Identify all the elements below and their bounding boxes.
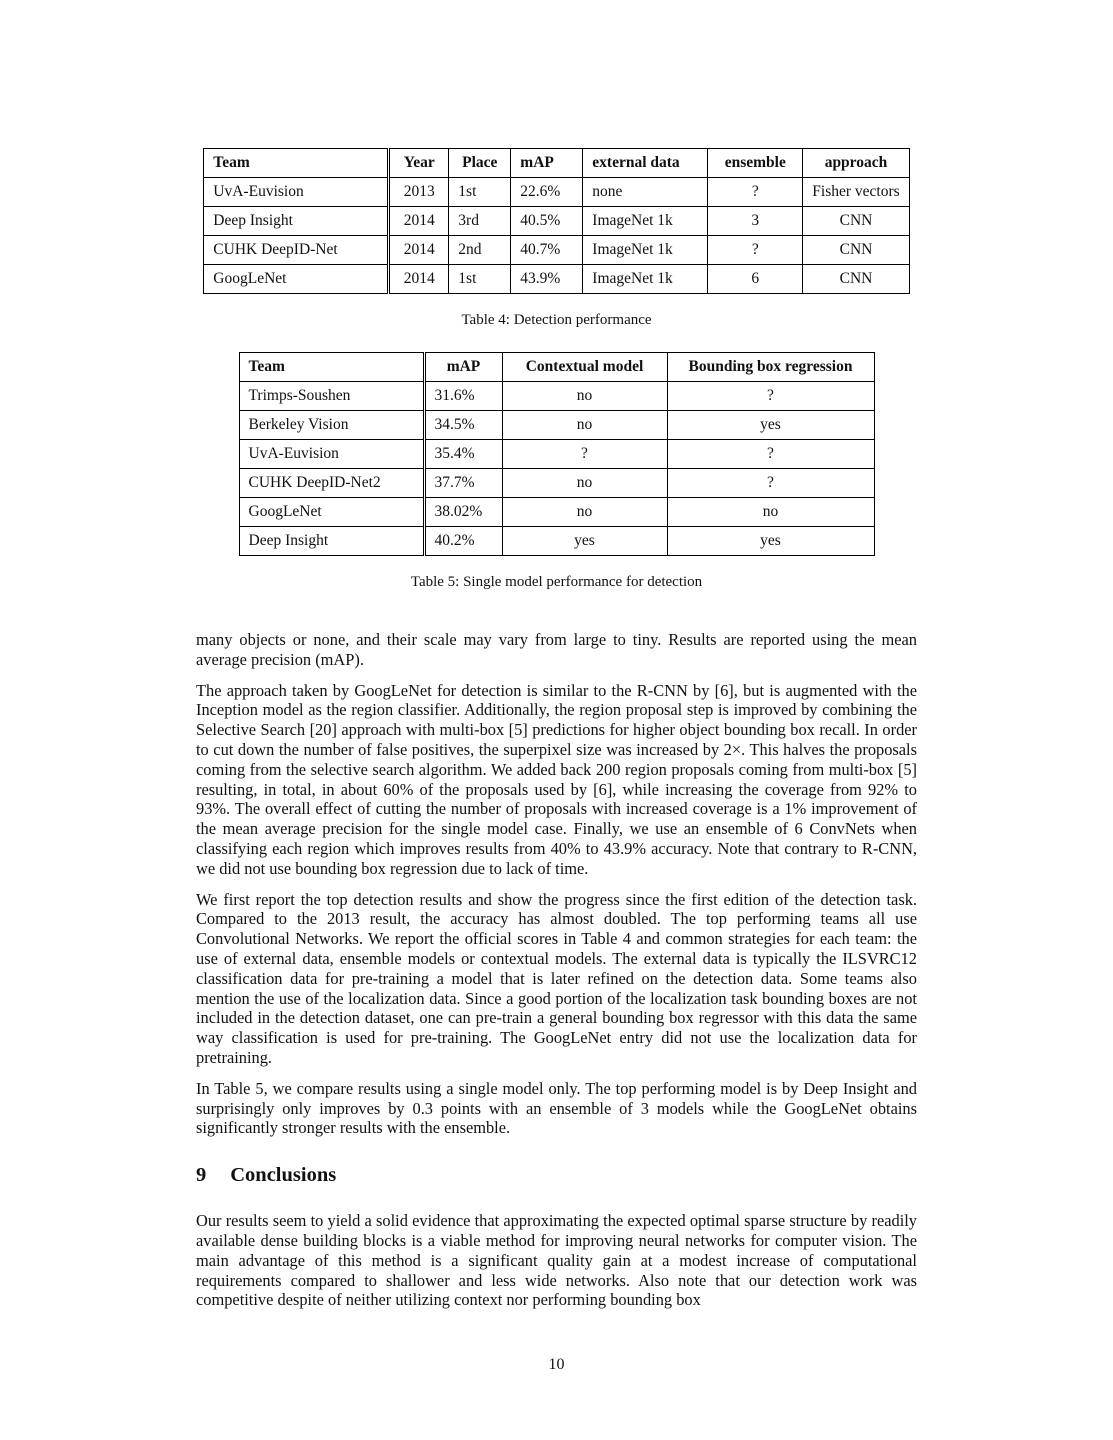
table-cell: CUHK DeepID-Net <box>204 236 389 265</box>
page-content <box>196 148 917 1321</box>
table-row <box>239 498 874 527</box>
table-cell: 22.6% <box>511 178 583 207</box>
table-cell: 37.7% <box>424 469 502 498</box>
table-row <box>204 265 909 294</box>
column-header: Team <box>204 149 389 178</box>
table-row <box>239 469 874 498</box>
table-cell: 2nd <box>449 236 511 265</box>
table-cell: CUHK DeepID-Net2 <box>239 469 424 498</box>
table-cell: 40.5% <box>511 207 583 236</box>
table-cell: no <box>502 469 667 498</box>
table-cell: 31.6% <box>424 382 502 411</box>
table-cell: 2014 <box>389 207 449 236</box>
column-header: Contextual model <box>502 353 667 382</box>
column-header: Bounding box regression <box>667 353 874 382</box>
column-header: external data <box>583 149 708 178</box>
table-cell: 40.2% <box>424 527 502 556</box>
table-cell: ? <box>708 178 803 207</box>
table-cell: 2014 <box>389 236 449 265</box>
table-cell: ? <box>667 469 874 498</box>
table-cell: 40.7% <box>511 236 583 265</box>
paragraph-top-results: We first report the top detection results and show the progress since the first edition of the detection task. Compared to the 2013 result, the accuracy has almost doubled. The top performing teams all use Convolutional Networks. We report the official scores in Table 4 and common strategies for each team: the use of external data, ensemble models or contextual models. The external data is typically the ILSVRC12 classification data for pre-training a model that is later refined on the detection data. Some teams also mention the use of the localization data. Since a good portion of the localization task bounding boxes are not included in the detection dataset, one can pre-train a general bounding box regressor with this data the same way classification is used for pre-training. The GoogLeNet entry did not use the localization data for pretraining. <box>196 889 917 1067</box>
table-cell: Trimps-Soushen <box>239 382 424 411</box>
table-row <box>204 207 909 236</box>
table-cell: ? <box>667 382 874 411</box>
table-cell: no <box>667 498 874 527</box>
table-cell: 3rd <box>449 207 511 236</box>
table-row <box>239 440 874 469</box>
table-cell: Berkeley Vision <box>239 411 424 440</box>
table-cell: 34.5% <box>424 411 502 440</box>
column-header: Year <box>389 149 449 178</box>
table-cell: GoogLeNet <box>204 265 389 294</box>
table-cell: UvA-Euvision <box>239 440 424 469</box>
table-cell: ? <box>502 440 667 469</box>
table-header-row <box>239 353 874 382</box>
table-cell: 38.02% <box>424 498 502 527</box>
section-number: 9 <box>196 1164 207 1187</box>
single-model-performance-table <box>239 352 875 556</box>
table-row <box>239 411 874 440</box>
body-text <box>196 630 917 1310</box>
column-header: ensemble <box>708 149 803 178</box>
paragraph-conclusions: Our results seem to yield a solid evidence that approximating the expected optimal sparse structure by readily available dense building blocks is a viable method for improving neural networks for computer vision. The main advantage of this method is a significant quality gain at a modest increase of computational requirements compared to shallower and less wide networks. Also note that our detection work was competitive despite of neither utilizing context nor performing bounding box <box>196 1211 917 1310</box>
table5-caption: Table 5: Single model performance for detection <box>410 574 703 590</box>
table-cell: Deep Insight <box>239 527 424 556</box>
table-cell: yes <box>502 527 667 556</box>
table-cell: Fisher vectors <box>803 178 909 207</box>
table-cell: CNN <box>803 207 909 236</box>
table-cell: 1st <box>449 265 511 294</box>
paragraph-detection-approach: The approach taken by GoogLeNet for detection is similar to the R-CNN by [6], but is augmented with the Inception model as the region classifier. Additionally, the region proposal step is improved by combining the Selective Search [20] approach with multi-box [5] predictions for higher object bounding box recall. In order to cut down the number of false positives, the superpixel size was increased by 2×. This halves the proposals coming from the selective search algorithm. We added back 200 region proposals coming from multi-box [5] resulting, in total, in about 60% of the proposals used by [6], while increasing the coverage from 92% to 93%. The overall effect of cutting the number of proposals with increased coverage is a 1% improvement of the mean average precision for the single model case. Finally, we use an ensemble of 6 ConvNets when classifying each region which improves results from 40% to 43.9% accuracy. Note that contrary to R-CNN, we did not use bounding box regression due to lack of time. <box>196 680 917 878</box>
table-row <box>204 178 909 207</box>
table-cell: UvA-Euvision <box>204 178 389 207</box>
table-cell: 2013 <box>389 178 449 207</box>
table-header-row <box>204 149 909 178</box>
page-number: 10 <box>548 1356 565 1373</box>
table-cell: ImageNet 1k <box>583 207 708 236</box>
table-cell: 6 <box>708 265 803 294</box>
table-cell: GoogLeNet <box>239 498 424 527</box>
table-row <box>239 382 874 411</box>
table-cell: no <box>502 382 667 411</box>
table-row <box>204 236 909 265</box>
table-cell: 2014 <box>389 265 449 294</box>
column-header: mAP <box>424 353 502 382</box>
table-cell: CNN <box>803 265 909 294</box>
table-cell: CNN <box>803 236 909 265</box>
table-cell: 3 <box>708 207 803 236</box>
column-header: approach <box>803 149 909 178</box>
column-header: Place <box>449 149 511 178</box>
table-cell: no <box>502 498 667 527</box>
column-header: Team <box>239 353 424 382</box>
table-cell: none <box>583 178 708 207</box>
table-cell: 35.4% <box>424 440 502 469</box>
column-header: mAP <box>511 149 583 178</box>
table-cell: ImageNet 1k <box>583 236 708 265</box>
table-cell: ? <box>667 440 874 469</box>
detection-performance-table <box>203 148 909 294</box>
table-cell: 1st <box>449 178 511 207</box>
table-cell: yes <box>667 411 874 440</box>
table-cell: Deep Insight <box>204 207 389 236</box>
paragraph-map-intro: many objects or none, and their scale may vary from large to tiny. Results are reported using the mean average precision (mAP). <box>196 630 917 669</box>
table-cell: 43.9% <box>511 265 583 294</box>
table-cell: ImageNet 1k <box>583 265 708 294</box>
table-row <box>239 527 874 556</box>
table-cell: yes <box>667 527 874 556</box>
paragraph-single-model: In Table 5, we compare results using a single model only. The top performing model is by Deep Insight and surprisingly only improves by 0.3 points with an ensemble of 3 models while the GoogLeNet obtains significantly stronger results with the ensemble. <box>196 1078 917 1138</box>
section-title: Conclusions <box>230 1164 337 1187</box>
table-cell: ? <box>708 236 803 265</box>
table-cell: no <box>502 411 667 440</box>
table4-caption: Table 4: Detection performance <box>461 312 652 328</box>
section-heading-conclusions <box>196 1164 917 1187</box>
